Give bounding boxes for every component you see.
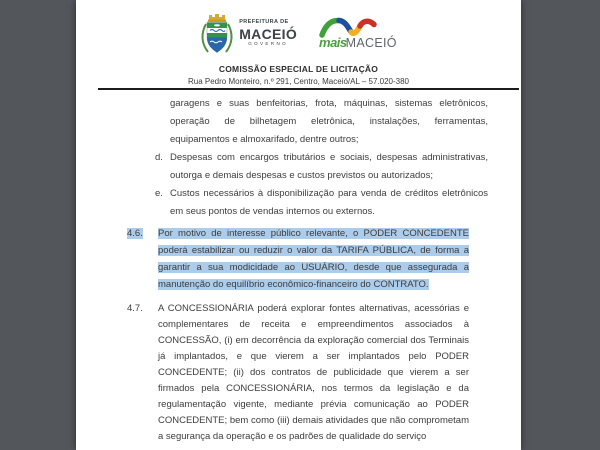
list-marker: d. [155, 152, 163, 163]
mais-caps-word: MACEIÓ [345, 36, 397, 50]
section-text [158, 225, 469, 293]
document-body [76, 95, 521, 445]
highlighted-selection-text: Por motivo de interesse público relevante, o PODER CONCEDENTE poderá estabilizar ou reduzir o valor da TARIFA PÚBLICA, de forma a garantir a sua modicidade ao USUÁRIO, desde que assegurada a manutenção do equilíbrio econômico-financeiro do CONTRATO. [158, 228, 469, 290]
highlighted-section-number: 4.6. [127, 228, 143, 239]
prefeitura-line2: MACEIÓ [239, 25, 298, 42]
mais-logo-text [319, 35, 397, 50]
committee-address: Rua Pedro Monteiro, n.º 291, Centro, Maceió/AL – 57.020-380 [188, 76, 409, 86]
document-page [76, 0, 521, 450]
prefeitura-line3: GOVERNO [248, 40, 289, 46]
section-4-6 [127, 225, 521, 293]
list-item-text: Custos necessários à disponibilização para venda de créditos eletrônicos em seus pontos de vendas internos ou externos. [170, 188, 488, 217]
committee-title: COMISSÃO ESPECIAL DE LICITAÇÃO [218, 64, 379, 74]
paragraph-continuation: garagens e suas benfeitorias, frota, máquinas, sistemas eletrônicos, operação de bilhetagem eletrônica, instalações, ferramentas, equipamentos e almoxarifado, dentre outros; [170, 98, 488, 145]
list-item-e [155, 185, 488, 221]
header-divider [98, 88, 519, 90]
mais-script-word: mais [319, 35, 347, 50]
maceio-coat-of-arms-icon [200, 11, 234, 55]
prefeitura-logo-text [239, 20, 297, 46]
list-item-text: Despesas com encargos tributários e sociais, despesas administrativas, outorga e demais despesas e custos previstos ou autorizados; [170, 152, 488, 181]
prefeitura-maceio-logo [200, 11, 297, 55]
list-marker: e. [155, 188, 163, 199]
section-number: 4.7. [127, 303, 143, 314]
header-logos [76, 0, 521, 56]
section-number [127, 225, 158, 293]
list-item-d [155, 149, 488, 185]
section-text: A CONCESSIONÁRIA poderá explorar fontes alternativas, acessórias e complementares de receita e empreendimentos associados à CONCESSÃO, (i) em decorrência da exploração comercial dos Terminais já implantados, e que vierem a ser implantados pelo PODER CONCEDENTE; (ii) dos contratos de publicidade que vierem a ser firmados pela CONCESSIONÁRIA, nos termos da legislação e da regulamentação vigente, mediante prévia comunicação ao PODER CONCEDENTE; bem como (iii) demais atividades que não comprometam a segurança da operação e os padrões de qualidade do serviço [158, 303, 469, 442]
mais-maceio-logo [319, 16, 397, 50]
prefeitura-line1: PREFEITURA DE [239, 19, 289, 25]
section-4-7 [127, 301, 521, 445]
